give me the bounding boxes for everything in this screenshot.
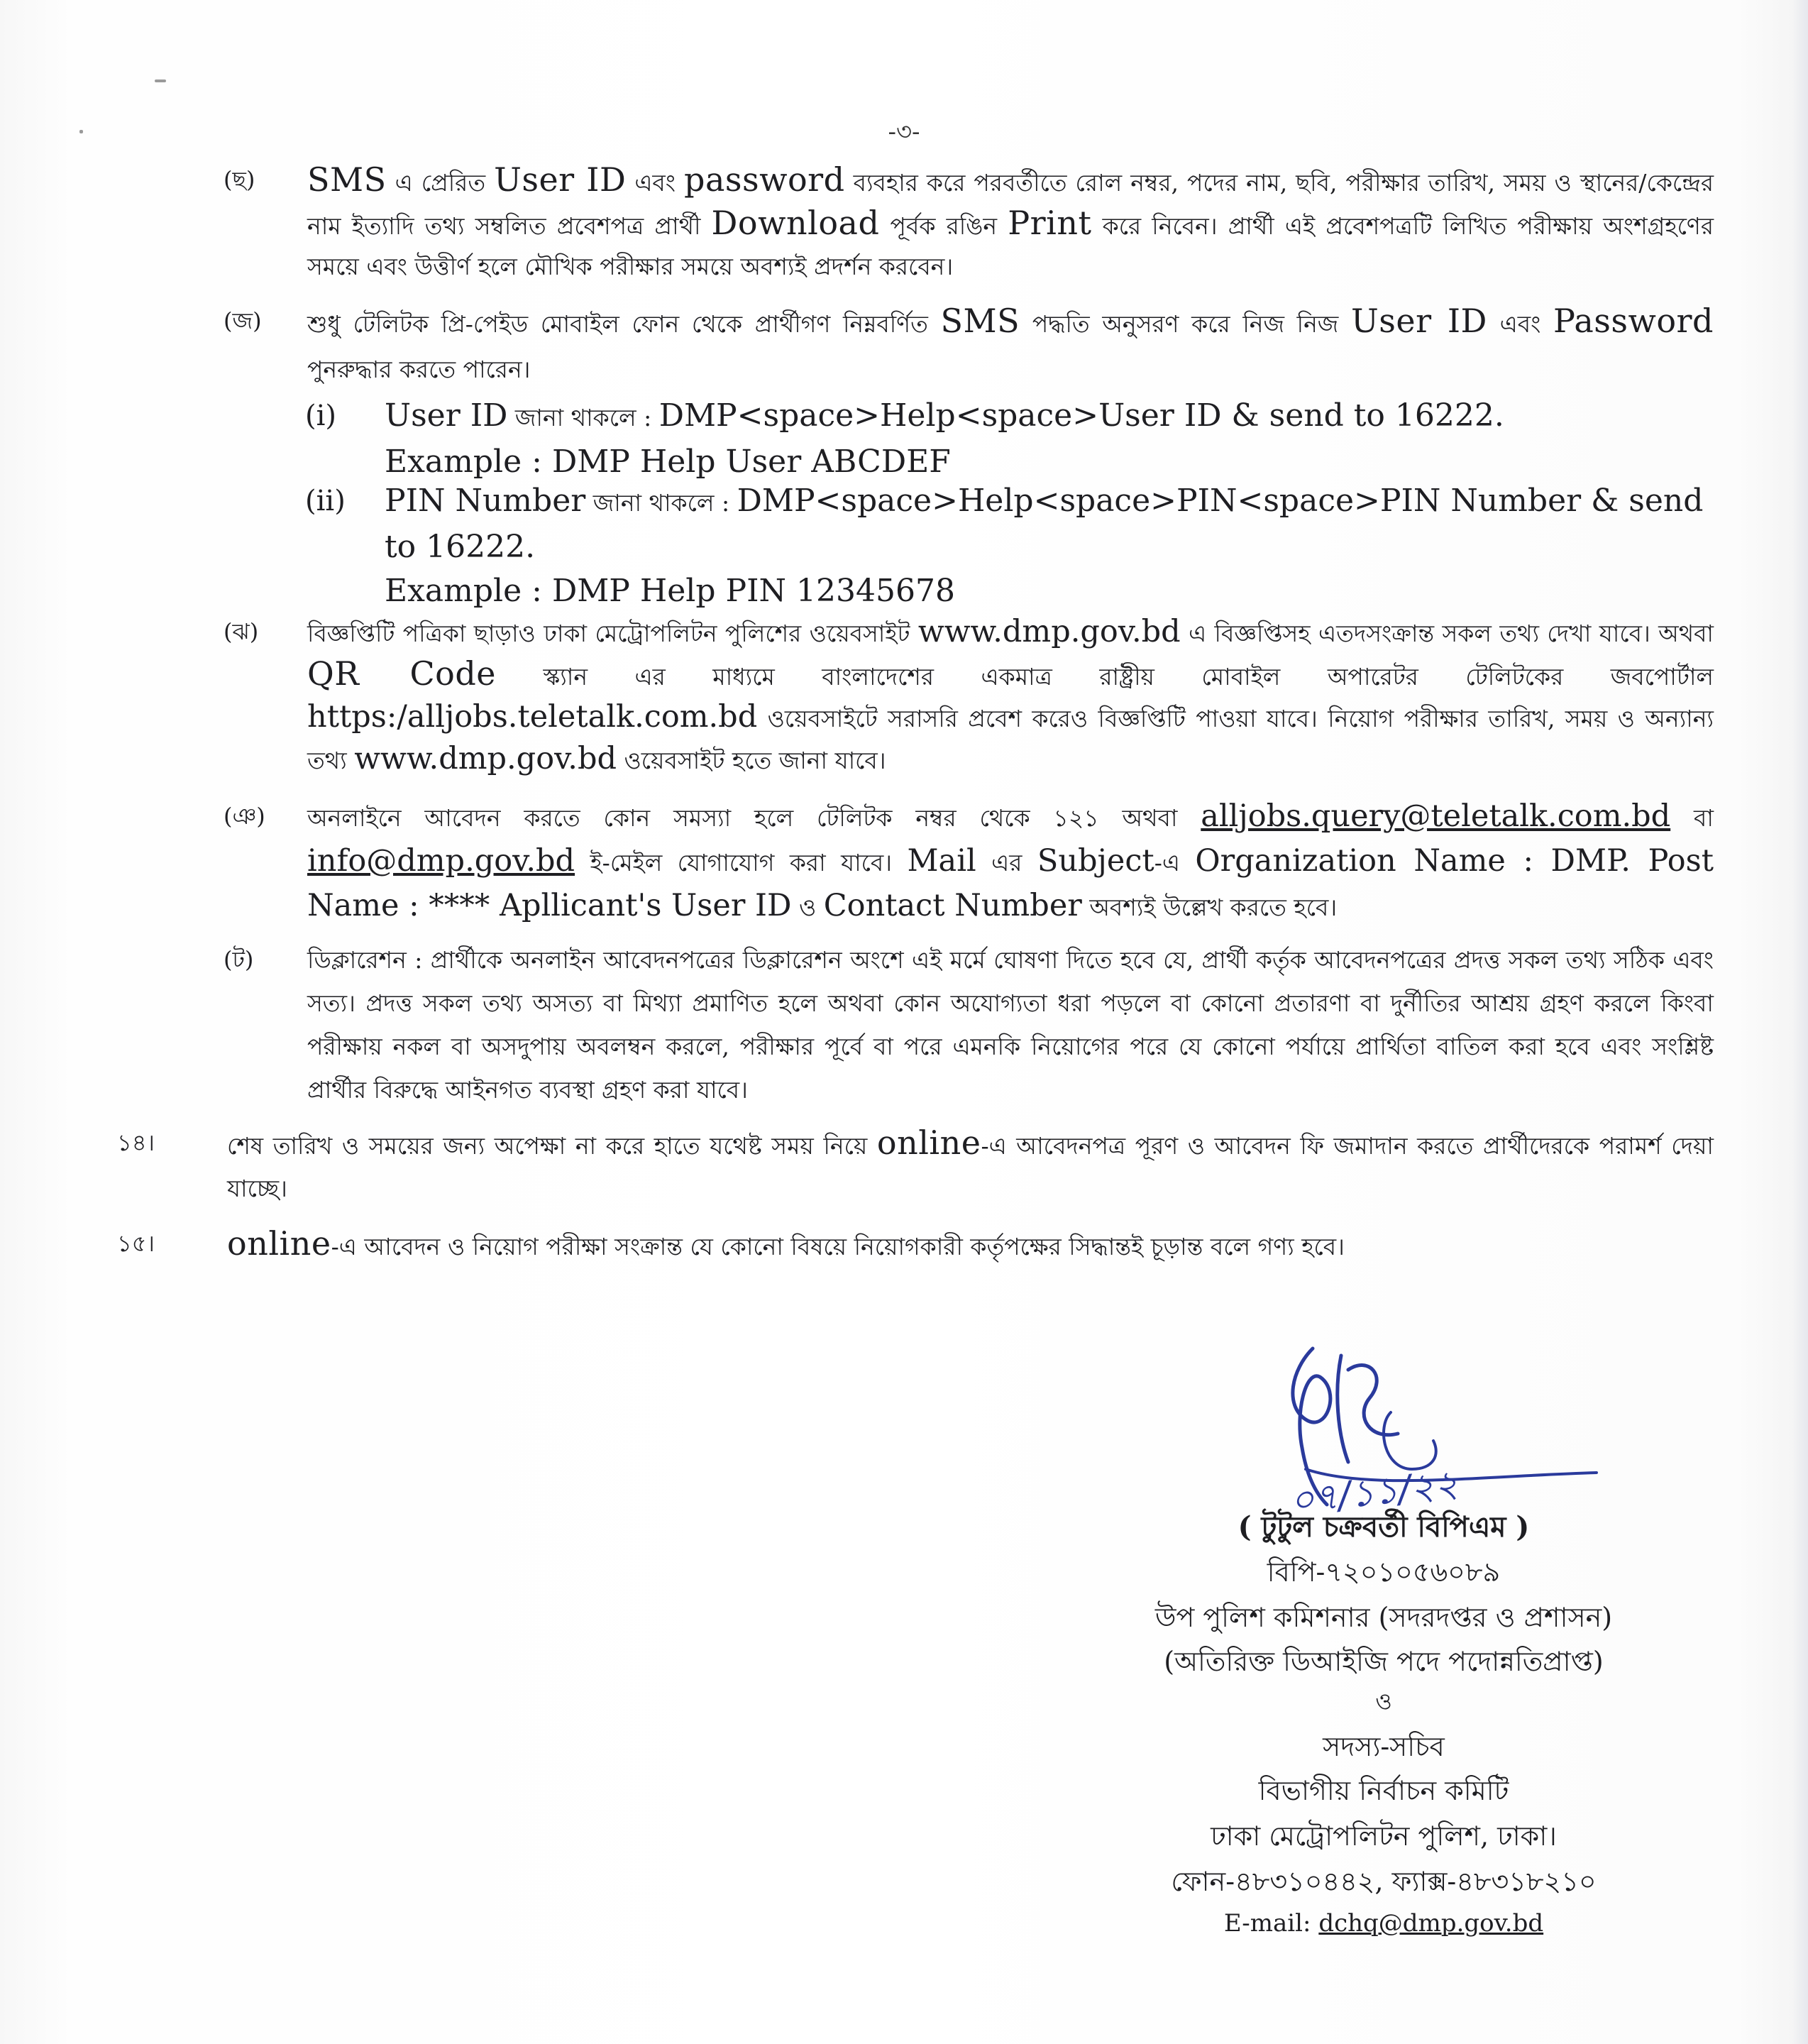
sms-format: DMP<space>Help<space>PIN<space>PIN Number & send to 16222. (385, 483, 1704, 565)
item-marker: (ঞ) (224, 803, 265, 830)
user-id-term: User ID (1351, 302, 1487, 340)
item-marker: (ট) (224, 946, 254, 973)
text: ওয়েবসাইট হতে জানা যাবে। (617, 747, 886, 774)
sub-marker: (i) (305, 400, 337, 432)
paragraph-marker: ১৫। (117, 1230, 155, 1257)
signature-date: ০৭/১১/২২ (1288, 1462, 1460, 1523)
item-body (307, 612, 1714, 781)
qr-code-term: QR Code (307, 654, 496, 693)
item-ta (224, 938, 1714, 1111)
sub-item-i (305, 394, 1717, 484)
text: শুধু টেলিটক প্রি-পেইড মোবাইল ফোন থেকে প্রার্থীগণ নিম্নবর্ণিত (307, 310, 941, 338)
email-line (1064, 1909, 1703, 1938)
text: জানা থাকলে : (585, 489, 737, 517)
job-portal-link[interactable]: https:/alljobs.teletalk.com.bd (307, 699, 758, 735)
contact-number-term: Contact Number (823, 888, 1082, 923)
online-term: online (227, 1224, 331, 1263)
user-id-term: User ID (494, 160, 627, 199)
website-link[interactable]: www.dmp.gov.bd (354, 741, 617, 776)
signatory-email-link[interactable]: dchq@dmp.gov.bd (1318, 1909, 1544, 1938)
dmp-email-link[interactable]: info@dmp.gov.bd (307, 843, 575, 879)
committee-name: বিভাগীয় নির্বাচন কমিটি (1258, 1775, 1509, 1806)
signatory-member-role: সদস্য-সচিব (1323, 1731, 1445, 1762)
text: করে নিবেন। প্রার্থী এই প্রবেশপত্রটি লিখিত পরীক্ষায় অংশগ্রহণের সময়ে এবং উত্তীর্ণ হলে মৌখিক পরীক্ষার সময়ে অবশ্যই প্রদর্শন করবেন। (307, 212, 1714, 280)
text: ব্যবহার করে পরবর্তীতে রোল নম্বর, পদের নাম, ছবি, পরীক্ষার তারিখ, সময় ও স্থানের/কেন্দ্রের নাম ইত্যাদি তথ্য সম্বলিত প্রবেশপত্র প্রার্থী (307, 169, 1714, 240)
declaration-text: ডিক্লারেশন : প্রার্থীকে অনলাইন আবেদনপত্রের ডিক্লারেশন অংশে এই মর্মে ঘোষণা দিতে হবে যে, প্রার্থী কর্তৃক আবেদনপত্রের প্রদত্ত সকল তথ্য সঠিক এবং সত্য। প্রদত্ত সকল তথ্য অসত্য বা মিথ্যা প্রমাণিত হলে অথবা কোন অযোগ্যতা ধরা পড়লে বা কোনো প্রতারণা বা দুর্নীতির আশ্রয় গ্রহণ করলে কিংবা পরীক্ষায় নকল বা অসদুপায় অবলম্বন করলে, পরীক্ষার পূর্বে বা পরে এমনকি নিয়োগের পরে যে কোনো পর্যায়ে প্রার্থিতা বাতিল করা হবে এবং সংশ্লিষ্ট প্রার্থীর বিরুদ্ধে আইনগত ব্যবস্থা গ্রহণ করা যাবে। (307, 946, 1714, 1104)
paragraph-15 (117, 1222, 1714, 1268)
item-cha (224, 160, 1714, 287)
sms-lead: User ID (385, 397, 508, 434)
text: ওয়েবসাইটে সরাসরি প্রবেশ করেও বিজ্ঞপ্তিটি পাওয়া যাবে। নিয়োগ পরীক্ষার তারিখ, সময় ও অন্যান্য তথ্য (307, 705, 1714, 774)
paragraph-marker: ১৪। (117, 1129, 155, 1156)
page-number: -৩- (888, 118, 920, 146)
item-body (307, 298, 1714, 392)
sub-marker: (ii) (305, 485, 346, 517)
password-term: password (684, 160, 845, 199)
item-marker: (জ) (224, 307, 262, 334)
text: স্ক্যান এর মাধ্যমে বাংলাদেশের একমাত্র রাষ্ট্রীয় মোবাইল অপারেটর টেলিটকের জবপোর্টাল (496, 663, 1714, 691)
sub-item-ii (305, 479, 1717, 613)
text: বিজ্ঞপ্তিটি পত্রিকা ছাড়াও ঢাকা মেট্রোপলিটন পুলিশের ওয়েবসাইট (307, 620, 918, 647)
sub-body (385, 479, 1717, 613)
text: ই-মেইল যোগাযোগ করা যাবে। (575, 849, 908, 877)
item-nya (224, 795, 1714, 929)
text: শেষ তারিখ ও সময়ের জন্য অপেক্ষা না করে হাতে যথেষ্ট সময় নিয়ে (227, 1132, 877, 1160)
online-term: online (876, 1123, 981, 1162)
text: পূর্বক রঙিন (879, 212, 1008, 240)
page-edge-shadow (1792, 0, 1808, 2044)
item-ja (224, 298, 1714, 392)
organization-term: Organization Name : DMP. Post Name : **** Apllicant's User ID (307, 843, 1714, 923)
signatory-name: ( টুটুল চক্রবর্তী বিপিএম ) (1238, 1510, 1530, 1544)
text: অবশ্যই উল্লেখ করতে হবে। (1081, 894, 1338, 921)
signatory-promotion: (অতিরিক্ত ডিআইজি পদে পদোন্নতিপ্রাপ্ত) (1164, 1646, 1604, 1677)
item-body (307, 795, 1714, 929)
download-term: Download (711, 204, 880, 242)
text: জানা থাকলে : (507, 404, 659, 432)
text: অনলাইনে আবেদন করতে কোন সমস্যা হলে টেলিটক নম্বর থেকে ১২১ অথবা (307, 804, 1201, 832)
text: -এ আবেদনপত্র পূরণ ও আবেদন ফি জমাদান করতে প্রার্থীদেরকে পরামর্শ দেয়া যাচ্ছে। (227, 1132, 1714, 1202)
sms-format: DMP<space>Help<space>User ID & send to 16222. (658, 397, 1504, 434)
office-name: ঢাকা মেট্রোপলিটন পুলিশ, ঢাকা। (1211, 1820, 1557, 1852)
item-body (307, 160, 1714, 287)
text: এবং (626, 169, 684, 197)
sms-lead: PIN Number (385, 483, 586, 519)
website-link[interactable]: www.dmp.gov.bd (917, 614, 1181, 649)
paragraph-body (227, 1121, 1714, 1210)
text: পুনরুদ্ধার করতে পারেন। (307, 356, 531, 383)
sms-example: Example : DMP Help PIN 12345678 (385, 573, 955, 609)
text: পদ্ধতি অনুসরণ করে নিজ নিজ (1020, 310, 1351, 338)
sms-term: SMS (940, 302, 1020, 340)
phone-fax: ফোন-৪৮৩১০৪৪২, ফ্যাক্স-৪৮৩১৮২১০ (1171, 1866, 1597, 1897)
email-label: E-mail: (1223, 1909, 1319, 1938)
text: -এ আবেদন ও নিয়োগ পরীক্ষা সংক্রান্ত যে কোনো বিষয়ে নিয়োগকারী কর্তৃপক্ষের সিদ্ধান্তই চূড়ান্ত বলে গণ্য হবে। (331, 1233, 1345, 1260)
text: এর (976, 849, 1037, 877)
paragraph-14 (117, 1121, 1714, 1210)
sms-example: Example : DMP Help User ABCDEF (385, 444, 951, 480)
text: ও (791, 894, 824, 921)
text: -এ (1154, 849, 1196, 877)
scan-speck (155, 79, 166, 82)
item-marker: (ঝ) (224, 618, 259, 645)
text: এ বিজ্ঞপ্তিসহ এতদসংক্রান্ত সকল তথ্য দেখা যাবে। অথবা (1180, 620, 1714, 647)
item-marker: (ছ) (224, 166, 255, 193)
sub-body (385, 394, 1717, 484)
paragraph-body (227, 1222, 1714, 1268)
signatory-designation: উপ পুলিশ কমিশনার (সদরদপ্তর ও প্রশাসন) (1154, 1602, 1613, 1633)
subject-term: Subject (1037, 843, 1154, 879)
text: এ প্রেরিত (386, 169, 495, 197)
print-term: Print (1008, 204, 1092, 242)
signatory-bp-number: বিপি-৭২০১০৫৬০৮৯ (1267, 1556, 1501, 1588)
text: বা (1670, 804, 1714, 832)
password-term: Password (1553, 302, 1714, 340)
text: এবং (1487, 310, 1553, 338)
teletalk-email-link[interactable]: alljobs.query@teletalk.com.bd (1201, 798, 1671, 834)
item-jha (224, 612, 1714, 781)
conjunction: ও (1375, 1688, 1392, 1715)
mail-term: Mail (907, 843, 976, 879)
sms-term: SMS (307, 160, 387, 199)
